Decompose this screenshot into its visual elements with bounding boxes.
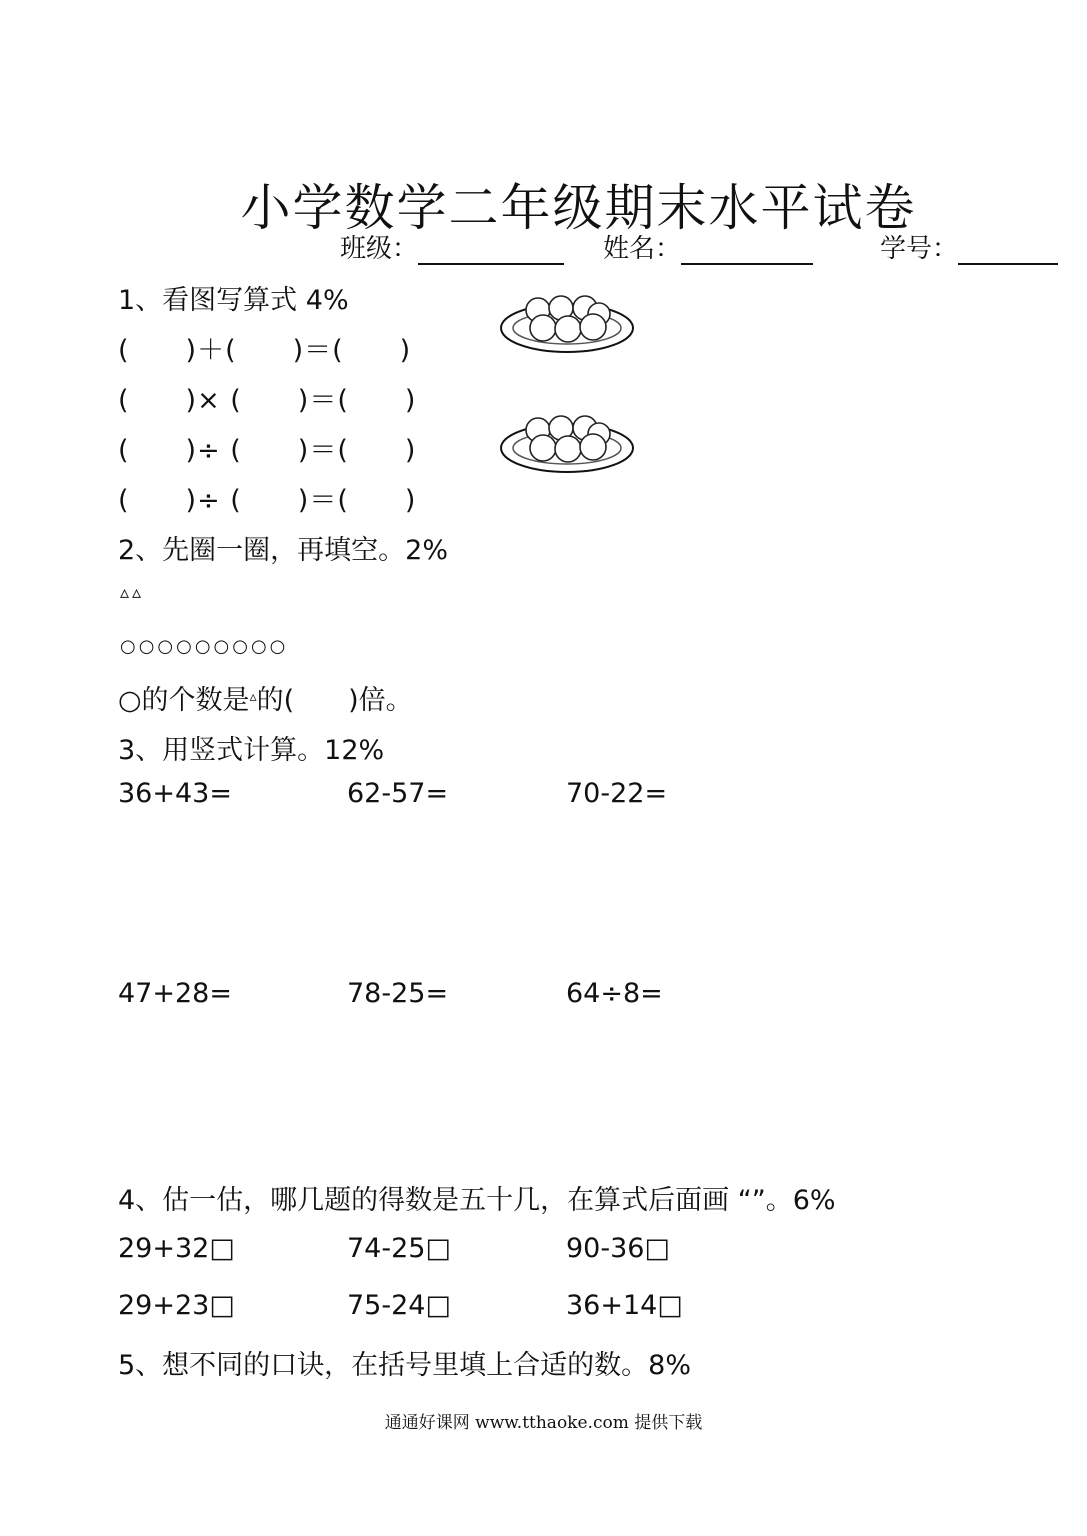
q2-sentence-a: ○的个数是	[118, 685, 250, 716]
q1-heading: 1、看图写算式 4%	[118, 285, 349, 316]
q3-expr-3: 70-22=	[566, 778, 668, 809]
q4-expr-3[interactable]: 90-36□	[566, 1233, 670, 1264]
q4-expr-2[interactable]: 74-25□	[347, 1233, 451, 1264]
q1-line-4[interactable]: ( )÷ ( )＝( )	[118, 485, 417, 516]
name-label: 姓名：	[603, 234, 682, 264]
q1-line-2[interactable]: ( )× ( )＝( )	[118, 385, 417, 416]
q2-heading: 2、先圈一圈，再填空。2%	[118, 535, 449, 566]
q2-circles: ○○○○○○○○○	[120, 636, 289, 657]
q3-expr-5: 78-25=	[347, 978, 449, 1009]
q2-small-triangle: ▵	[249, 689, 257, 705]
q1-line-1[interactable]: ( )＋( )＝( )	[118, 335, 412, 366]
name-blank[interactable]	[681, 235, 813, 265]
q4-expr-4[interactable]: 29+23□	[118, 1290, 235, 1321]
plate-of-buns-image-1	[498, 294, 636, 358]
id-blank[interactable]	[958, 235, 1058, 265]
class-label: 班级：	[340, 234, 419, 264]
footer-credit: 通通好课网 www.tthaoke.com 提供下载	[384, 1413, 703, 1433]
id-field	[880, 228, 1058, 265]
q3-heading: 3、用竖式计算。12%	[118, 735, 385, 766]
plate-of-buns-image-2	[498, 414, 636, 478]
q1-line-3[interactable]: ( )÷ ( )＝( )	[118, 435, 417, 466]
q2-triangles: ▵▵	[120, 582, 145, 603]
name-field	[603, 228, 813, 265]
q2-sentence-b[interactable]: 的( )倍。	[256, 685, 413, 716]
q3-expr-2: 62-57=	[347, 778, 449, 809]
q5-heading: 5、想不同的口诀，在括号里填上合适的数。8%	[118, 1350, 692, 1381]
q4-expr-5[interactable]: 75-24□	[347, 1290, 451, 1321]
class-blank[interactable]	[418, 235, 564, 265]
q3-expr-1: 36+43=	[118, 778, 232, 809]
q2-sentence	[118, 678, 413, 717]
q4-heading: 4、估一估，哪几题的得数是五十几，在算式后面画 “”。6%	[118, 1185, 836, 1216]
q3-expr-4: 47+28=	[118, 978, 232, 1009]
q4-expr-1[interactable]: 29+32□	[118, 1233, 235, 1264]
q3-expr-6: 64÷8=	[566, 978, 663, 1009]
q4-expr-6[interactable]: 36+14□	[566, 1290, 683, 1321]
class-field	[340, 228, 564, 265]
id-label: 学号：	[880, 234, 959, 264]
page-title: 小学数学二年级期末水平试卷	[240, 179, 917, 237]
